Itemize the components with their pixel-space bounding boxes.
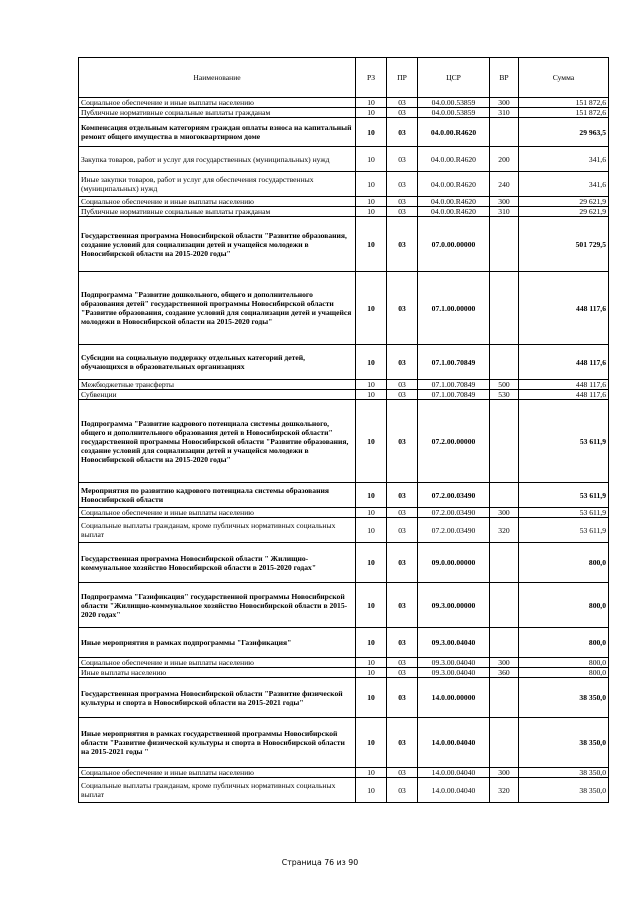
cell-pr: 03 (387, 668, 418, 678)
cell-rz: 10 (356, 778, 387, 803)
cell-csr: 09.3.00.04040 (418, 628, 490, 658)
cell-rz: 10 (356, 272, 387, 345)
cell-vr (490, 543, 519, 583)
cell-csr: 07.1.00.70849 (418, 390, 490, 400)
cell-sum: 53 611,9 (519, 483, 609, 508)
cell-vr: 360 (490, 668, 519, 678)
cell-name: Подпрограмма "Развитие кадрового потенциала системы дошкольного, общего и дополнительного образования детей в Новосибирской области" государственной программы Новосибирской области "Развитие образования, создание условий для социализации детей и учащейся молодежи в Новосибирской области на 2015-2020 годы" (79, 400, 356, 483)
header-name: Наименование (79, 58, 356, 98)
cell-pr: 03 (387, 518, 418, 543)
cell-rz: 10 (356, 207, 387, 217)
cell-pr: 03 (387, 583, 418, 628)
table-row (79, 778, 609, 803)
cell-vr (490, 272, 519, 345)
cell-csr: 07.0.00.00000 (418, 217, 490, 272)
cell-name: Межбюджетные трансферты (79, 380, 356, 390)
cell-rz: 10 (356, 628, 387, 658)
table-row (79, 217, 609, 272)
cell-csr: 07.1.00.00000 (418, 272, 490, 345)
cell-name: Социальные выплаты гражданам, кроме публичных нормативных социальных выплат (79, 518, 356, 543)
cell-vr: 310 (490, 207, 519, 217)
table-row (79, 400, 609, 483)
table-row (79, 718, 609, 768)
cell-pr: 03 (387, 400, 418, 483)
table-row (79, 658, 609, 668)
cell-name: Субсидии на социальную поддержку отдельных категорий детей, обучающихся в образовательных организациях (79, 345, 356, 380)
cell-name: Социальные выплаты гражданам, кроме публичных нормативных социальных выплат (79, 778, 356, 803)
cell-csr: 14.0.00.04040 (418, 718, 490, 768)
cell-vr: 530 (490, 390, 519, 400)
cell-sum: 341,6 (519, 147, 609, 172)
cell-pr: 03 (387, 778, 418, 803)
cell-sum: 151 872,6 (519, 98, 609, 108)
cell-vr: 320 (490, 778, 519, 803)
cell-sum: 29 621,9 (519, 207, 609, 217)
table-row (79, 543, 609, 583)
cell-csr: 07.2.00.03490 (418, 483, 490, 508)
cell-vr: 200 (490, 147, 519, 172)
cell-csr: 07.1.00.70849 (418, 345, 490, 380)
cell-sum: 38 350,0 (519, 718, 609, 768)
cell-sum: 151 872,6 (519, 108, 609, 118)
cell-vr (490, 583, 519, 628)
cell-rz: 10 (356, 658, 387, 668)
cell-pr: 03 (387, 718, 418, 768)
cell-csr: 07.2.00.03490 (418, 518, 490, 543)
cell-sum: 38 350,0 (519, 778, 609, 803)
cell-csr: 04.0.00.R4620 (418, 118, 490, 147)
cell-sum: 448 117,6 (519, 390, 609, 400)
table-row (79, 768, 609, 778)
cell-rz: 10 (356, 768, 387, 778)
cell-sum: 800,0 (519, 628, 609, 658)
cell-rz: 10 (356, 380, 387, 390)
cell-vr: 300 (490, 197, 519, 207)
cell-rz: 10 (356, 518, 387, 543)
cell-name: Иные выплаты населению (79, 668, 356, 678)
cell-rz: 10 (356, 98, 387, 108)
cell-sum: 29 963,5 (519, 118, 609, 147)
cell-sum: 501 729,5 (519, 217, 609, 272)
cell-rz: 10 (356, 390, 387, 400)
budget-table (78, 57, 609, 803)
cell-csr: 04.0.00.R4620 (418, 147, 490, 172)
cell-name: Публичные нормативные социальные выплаты гражданам (79, 108, 356, 118)
cell-pr: 03 (387, 108, 418, 118)
table-row (79, 518, 609, 543)
cell-csr: 07.2.00.03490 (418, 508, 490, 518)
table-row (79, 380, 609, 390)
cell-name: Закупка товаров, работ и услуг для государственных (муниципальных) нужд (79, 147, 356, 172)
table-row (79, 583, 609, 628)
cell-csr: 14.0.00.04040 (418, 778, 490, 803)
cell-rz: 10 (356, 668, 387, 678)
cell-name: Социальное обеспечение и иные выплаты населению (79, 508, 356, 518)
cell-csr: 09.3.00.00000 (418, 583, 490, 628)
cell-name: Государственная программа Новосибирской области " Жилищно-коммунальное хозяйство Новосибирской области в 2015-2020 годах" (79, 543, 356, 583)
table-row (79, 108, 609, 118)
cell-vr (490, 678, 519, 718)
cell-pr: 03 (387, 628, 418, 658)
cell-sum: 53 611,9 (519, 518, 609, 543)
cell-name: Социальное обеспечение и иные выплаты населению (79, 768, 356, 778)
header-rz: РЗ (356, 58, 387, 98)
cell-csr: 09.3.00.04040 (418, 668, 490, 678)
cell-pr: 03 (387, 543, 418, 583)
cell-vr: 240 (490, 172, 519, 197)
cell-sum: 38 350,0 (519, 768, 609, 778)
table-row (79, 172, 609, 197)
cell-csr: 04.0.00.R4620 (418, 172, 490, 197)
cell-pr: 03 (387, 345, 418, 380)
cell-name: Социальное обеспечение и иные выплаты населению (79, 197, 356, 207)
cell-pr: 03 (387, 768, 418, 778)
cell-vr (490, 345, 519, 380)
cell-sum: 448 117,6 (519, 380, 609, 390)
cell-csr: 04.0.00.53859 (418, 98, 490, 108)
cell-pr: 03 (387, 98, 418, 108)
table-row (79, 147, 609, 172)
cell-csr: 07.1.00.70849 (418, 380, 490, 390)
cell-vr: 320 (490, 518, 519, 543)
cell-csr: 04.0.00.R4620 (418, 197, 490, 207)
cell-vr (490, 718, 519, 768)
cell-pr: 03 (387, 217, 418, 272)
cell-pr: 03 (387, 658, 418, 668)
header-csr: ЦСР (418, 58, 490, 98)
cell-name: Компенсация отдельным категориям граждан оплаты взноса на капитальный ремонт общего имущества в многоквартирном доме (79, 118, 356, 147)
table-row (79, 483, 609, 508)
table-header-row (79, 58, 609, 98)
cell-rz: 10 (356, 543, 387, 583)
cell-name: Государственная программа Новосибирской области "Развитие образования, создание условий для социализации детей и учащейся молодежи в Новосибирской области на 2015-2020 годы" (79, 217, 356, 272)
cell-name: Социальное обеспечение и иные выплаты населению (79, 658, 356, 668)
cell-rz: 10 (356, 118, 387, 147)
table-row (79, 207, 609, 217)
table-row (79, 508, 609, 518)
cell-csr: 07.2.00.00000 (418, 400, 490, 483)
table-row (79, 668, 609, 678)
cell-sum: 448 117,6 (519, 345, 609, 380)
cell-rz: 10 (356, 147, 387, 172)
cell-vr (490, 118, 519, 147)
cell-pr: 03 (387, 272, 418, 345)
cell-name: Субвенции (79, 390, 356, 400)
cell-name: Подпрограмма "Развитие дошкольного, общего и дополнительного образования детей" государственной программы Новосибирской области "Развитие образования, создание условий для социализации детей и учащейся молодежи в Новосибирской области на 2015-2020 годы" (79, 272, 356, 345)
table-row (79, 197, 609, 207)
cell-pr: 03 (387, 380, 418, 390)
cell-sum: 800,0 (519, 668, 609, 678)
cell-rz: 10 (356, 108, 387, 118)
cell-vr (490, 628, 519, 658)
table-row (79, 118, 609, 147)
table-row (79, 98, 609, 108)
cell-rz: 10 (356, 197, 387, 207)
cell-sum: 53 611,9 (519, 508, 609, 518)
cell-rz: 10 (356, 678, 387, 718)
cell-sum: 800,0 (519, 543, 609, 583)
cell-csr: 04.0.00.R4620 (418, 207, 490, 217)
cell-pr: 03 (387, 483, 418, 508)
cell-vr: 500 (490, 380, 519, 390)
cell-name: Мероприятия по развитию кадрового потенциала системы образования Новосибирской области (79, 483, 356, 508)
table-row (79, 345, 609, 380)
cell-pr: 03 (387, 118, 418, 147)
cell-vr (490, 400, 519, 483)
cell-rz: 10 (356, 508, 387, 518)
cell-pr: 03 (387, 508, 418, 518)
cell-sum: 448 117,6 (519, 272, 609, 345)
cell-vr: 300 (490, 98, 519, 108)
cell-name: Иные мероприятия в рамках государственной программы Новосибирской области "Развитие физической культуры и спорта в Новосибирской области на 2015-2021 годы " (79, 718, 356, 768)
cell-name: Социальное обеспечение и иные выплаты населению (79, 98, 356, 108)
cell-name: Подпрограмма "Газификация" государственной программы Новосибирской области "Жилищно-коммунальное хозяйство Новосибирской области в 2015-2020 годах" (79, 583, 356, 628)
cell-pr: 03 (387, 390, 418, 400)
cell-name: Иные мероприятия в рамках подпрограммы "Газификация" (79, 628, 356, 658)
cell-vr: 310 (490, 108, 519, 118)
cell-sum: 800,0 (519, 658, 609, 668)
cell-rz: 10 (356, 583, 387, 628)
cell-pr: 03 (387, 197, 418, 207)
cell-vr: 300 (490, 508, 519, 518)
cell-pr: 03 (387, 147, 418, 172)
cell-rz: 10 (356, 483, 387, 508)
cell-vr (490, 217, 519, 272)
cell-name: Публичные нормативные социальные выплаты гражданам (79, 207, 356, 217)
table-body (79, 98, 609, 803)
cell-rz: 10 (356, 345, 387, 380)
cell-csr: 14.0.00.04040 (418, 768, 490, 778)
cell-csr: 14.0.00.00000 (418, 678, 490, 718)
table-row (79, 628, 609, 658)
table-row (79, 678, 609, 718)
cell-sum: 29 621,9 (519, 197, 609, 207)
header-vr: ВР (490, 58, 519, 98)
cell-name: Государственная программа Новосибирской области "Развитие физической культуры и спорта в Новосибирской области на 2015-2021 годы" (79, 678, 356, 718)
cell-rz: 10 (356, 718, 387, 768)
cell-rz: 10 (356, 217, 387, 272)
cell-sum: 341,6 (519, 172, 609, 197)
cell-pr: 03 (387, 207, 418, 217)
cell-vr (490, 483, 519, 508)
cell-rz: 10 (356, 172, 387, 197)
cell-csr: 09.3.00.04040 (418, 658, 490, 668)
page-number: Страница 76 из 90 (281, 858, 359, 867)
cell-csr: 09.0.00.00000 (418, 543, 490, 583)
cell-csr: 04.0.00.53859 (418, 108, 490, 118)
cell-vr: 300 (490, 768, 519, 778)
cell-rz: 10 (356, 400, 387, 483)
cell-pr: 03 (387, 678, 418, 718)
header-pr: ПР (387, 58, 418, 98)
header-sum: Сумма (519, 58, 609, 98)
cell-sum: 800,0 (519, 583, 609, 628)
table-row (79, 390, 609, 400)
cell-sum: 38 350,0 (519, 678, 609, 718)
table-row (79, 272, 609, 345)
cell-pr: 03 (387, 172, 418, 197)
cell-vr: 300 (490, 658, 519, 668)
cell-name: Иные закупки товаров, работ и услуг для обеспечения государственных (муниципальных) нужд (79, 172, 356, 197)
cell-sum: 53 611,9 (519, 400, 609, 483)
